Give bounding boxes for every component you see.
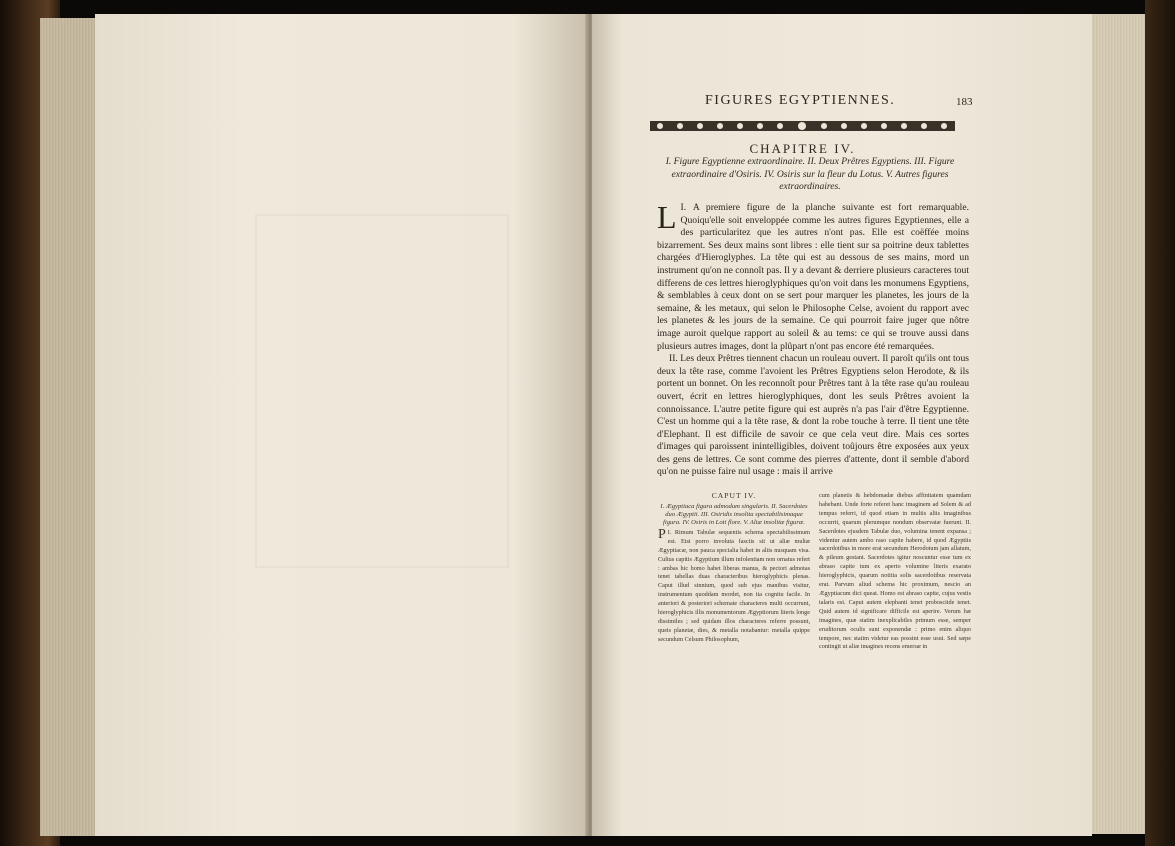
left-page-edges <box>40 18 100 836</box>
chapter-title: CHAPITRE IV. <box>749 141 856 156</box>
left-page-blank <box>95 14 587 836</box>
latin-section-number: I. <box>667 528 672 536</box>
latin-summary: I. Ægyptiaca figura admodum singularis. II. Sacerdotes duo Ægyptii. III. Osiridis insolita spectabilisimaque figura. IV. Osiris in Loti flore. V. Aliæ insolitæ figuræ. <box>660 502 808 526</box>
latin-drop-capital: P <box>658 526 666 542</box>
bleed-through-plate <box>255 214 509 568</box>
french-body <box>657 199 969 479</box>
ornament-band <box>650 118 955 134</box>
latin-paragraph-1 <box>658 526 810 645</box>
paragraph-1-text: A premiere figure de la planche suivante est fort remarquable. Quoiqu'elle soit enveloppée comme les autres figures Egyptiennes, elle a des particularitez que les autres n'ont pas. Elle est coëffée moins bizarrement. Ses deux mains sont libres : elle tient sur sa poitrine deux tablettes chargées d'Hieroglyphes. La tête qui est au dessous de ses mains, mord un instrument qu'on ne connoît pas. Il y a devant & derriere plusieurs caracteres tout differens de ces lettres hieroglyphiques qu'on voit dans les monumens Egyptiens, & semblables à ceux dont on se sert pour marquer les planetes, les jours de la semaine, & les metaux, qui selon le Philosophe Celse, avoient du rapport avec les planetes & les jours de la semaine. Ce qui pourroit faire juger que nôtre image auroit quelque rapport au soleil & au tems: ce qui se trouve aussi dans plusieurs autres images, dont la plûpart n'ont pas encore été remarquées. <box>657 202 969 352</box>
latin-column-left <box>658 492 810 645</box>
page-number: 183 <box>956 96 973 108</box>
latin-heading: CAPUT IV. <box>711 491 757 500</box>
paragraph-2: II. Les deux Prêtres tiennent chacun un rouleau ouvert. Il paroît qu'ils ont tous deux la tête rase, comme l'avoient les Prêtres Egyptiens selon Herodote, & ils portent un bonnet. On les reconnoît pour Prêtres tant à la tête rase qu'au rouleau ouvert, écrit en lettres hieroglyphiques, dont les seuls Prêtres avoient la connoissance. L'autre petite figure qui est auprès n'a pas l'air d'être Egyptienne. C'est un homme qui a la tête rase, & dont la robe touche à terre. Il tient une tête d'Elephant. Il est difficile de savoir ce que cela veut dire. Mais ces sortes d'images qui paroissent inintelligibles, doivent toûjours être exposées aux yeux des gens de lettres. Ce sont comme des pierres d'attente, dont il semble d'abord qu'on ne puisse faire nul usage : mais il arrive <box>657 353 969 478</box>
right-page-edges <box>1090 14 1145 834</box>
right-cover <box>1145 0 1175 846</box>
latin-column-right <box>819 492 971 652</box>
paragraph-1 <box>657 199 969 353</box>
running-head: FIGURES EGYPTIENNES. <box>705 93 896 108</box>
chapter-summary: I. Figure Egyptienne extraordinaire. II. Deux Prêtres Egyptiens. III. Figure extraordinaire d'Osiris. IV. Osiris sur la fleur du Lotus. V. Autres figures extraordinaires. <box>665 156 955 192</box>
latin-col1-text: Rimum Tabulæ sequentis schema spectabilissimum est. Etsi porro involuta fasciis sit ut aliæ multæ Ægyptiacæ, non pauca specialia habet in aliis nusquam visa. Cultus capitis Ægyptium illum infolentiam non ornatus refert : ambas hic homo habet liberas manus, & pectori admotas tenet tabellas duas characteribus hieroglyphicis plenas. Caput illud sinnium, quod sub ejus manibus visitur, instrumentum quoddam mordet, non ita cognitu facile. In anteriori & posteriori schemate characteres multi occurrunt, hieroglyphicis illis monumentorum Ægyptiorum literis longe dissimiles ; sed quidam illos characteres referre possunt, queis planetæ, dies, & metalla notabantur: metalla quippe secundum Celsum Philosophum, <box>658 528 810 643</box>
drop-capital: L <box>657 199 677 235</box>
latin-col2-text: cum planetis & hebdomadæ diebus affinitatem quamdam habebant. Unde forte referet hanc imaginem ad Solem & ad tempus referri, id quod etiam in multis aliis imaginibus occurrit, quarum plerumque nondum observatæ fuerunt. II. Sacerdotes ejusdem Tabulæ duo, volumina tenent expansa ; videntur autem ambo raso capite habere, id quod Ægyptiis sacerdotibus in more erat secundum Herodotum jam allatum, & pileum gestant. Sacerdotes igitur noscuntur esse tum ex abraso capite tum ex aperto volumine literis exarato hieroglyphicis, quarum notitia solis sacerdotibus reservata erat. Parvum aliud schema hic proximum, nescio an Ægyptiacum dici queat. Homo est abraso capite, cujus vestis talaris est. Caput autem elephanti tenet probosciide tenet. Quid autem id significare difficile est aperire. Verum hæ imagines, quæ statim inexplicabiles primum esse, semper eruditorum oculis sunt exponendæ : primo enim aliquo tempore, nec statim videtur eas possint esse usui. Sed sæpe contingit ut aliæ imagines recens emersæ in <box>819 492 971 651</box>
section-number: I. <box>680 202 687 213</box>
